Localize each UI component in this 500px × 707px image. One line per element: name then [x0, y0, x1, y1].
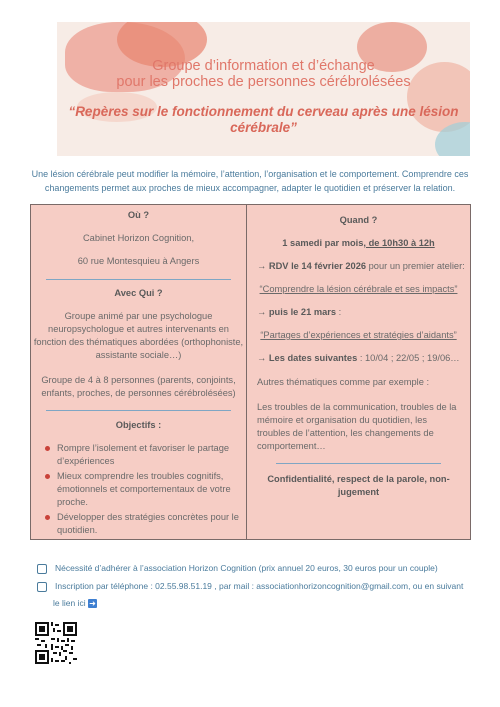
next-dates [247, 352, 470, 365]
who-line: fonction des thématiques abordées (orthophoniste, [33, 337, 244, 347]
frequency-time: de 10h30 à 12h [365, 238, 435, 248]
themes-list [247, 401, 470, 453]
then-text: : [336, 307, 342, 317]
title-line: pour les proches de personnes cérébrolésées [116, 74, 411, 90]
intro-text [30, 167, 470, 195]
objectives-heading: Objectifs : [115, 420, 162, 430]
confidentiality-line: jugement [337, 487, 380, 497]
subtitle-line: “Repères sur le fonctionnement du cerveau après une lésion [68, 104, 459, 119]
who-line: neuropsychologue et autres intervenants en [48, 324, 229, 334]
confidentiality-line: Confidentialité, respect de la parole, non- [267, 474, 450, 484]
checkbox-icon[interactable] [37, 582, 47, 592]
themes-line: mémoire et organisation du quotidien, les [257, 415, 428, 425]
who-line: assistante sociale…) [95, 350, 182, 360]
objective-item: Développer des stratégies concrètes pour le quotidien. [49, 511, 249, 537]
rdv-text: pour un premier atelier: [366, 261, 465, 271]
themes-line: Les troubles de la communication, troubles de la [257, 402, 457, 412]
where-line: Cabinet Horizon Cognition, [82, 233, 195, 243]
info-panel [30, 204, 471, 540]
arrow-right-icon[interactable]: ➜ [89, 599, 96, 609]
rdv-date: → RDV le 14 février 2026 [257, 261, 367, 271]
intro-line: Une lésion cérébrale peut modifier la mémoire, l’attention, l’organisation et le comportement. Comprendre ces [31, 169, 469, 179]
who-description [31, 310, 246, 362]
section-divider [276, 463, 441, 464]
frequency [247, 237, 470, 250]
confidentiality [247, 473, 470, 499]
page-subtitle [57, 104, 470, 136]
themes-line: troubles de l’attention, les changements de [257, 428, 434, 438]
objective-item: Mieux comprendre les troubles cognitifs, émotionnels et comportementaux de votre proche. [49, 470, 249, 509]
section-divider [46, 279, 231, 280]
next-dates-label: → Les dates suivantes [257, 353, 358, 363]
objective-item: Rompre l’isolement et favoriser le partage d’expériences [49, 442, 249, 468]
where-line: 60 rue Montesquieu à Angers [77, 256, 200, 266]
membership-text: Nécessité d’adhérer à l’association Horizon Cognition (prix annuel 20 euros, 30 euros pour un couple) [55, 563, 438, 573]
group-size [31, 374, 246, 400]
second-session [247, 306, 470, 319]
other-themes-label: Autres thématiques comme par exemple : [257, 377, 430, 387]
signup-link[interactable]: le lien ici [53, 598, 86, 608]
left-column [31, 205, 246, 539]
topic-1: “Comprendre la lésion cérébrale et ses impacts” [259, 284, 458, 294]
header-banner [57, 22, 470, 156]
checkbox-icon[interactable] [37, 564, 47, 574]
when-heading: Quand ? [339, 215, 378, 225]
where-heading: Où ? [127, 210, 150, 220]
frequency-bold: 1 samedi par mois, [282, 238, 366, 248]
who-heading: Avec Qui ? [114, 288, 163, 298]
then-date: → puis le 21 mars [257, 307, 337, 317]
page-title [57, 58, 470, 90]
intro-line: changements permet aux proches de mieux accompagner, adapter le quotidien et préserver la relation. [44, 183, 456, 193]
signup-note [37, 580, 463, 592]
signup-note-line2 [53, 597, 97, 609]
group-line: enfants, proches, de personnes cérébrolésées) [41, 388, 236, 398]
first-session [247, 260, 470, 273]
section-divider [46, 410, 231, 411]
right-column [247, 205, 470, 499]
title-line: Groupe d’information et d’échange [152, 58, 375, 74]
subtitle-line: cérébrale” [230, 120, 297, 135]
objectives-list [35, 442, 249, 537]
topic-2: “Partages d’expériences et stratégies d’aidants” [260, 330, 457, 340]
who-line: Groupe animé par une psychologue [64, 311, 213, 321]
group-line: Groupe de 4 à 8 personnes (parents, conjoints, [41, 375, 236, 385]
membership-note [37, 562, 438, 574]
themes-line: comportement… [257, 441, 326, 451]
signup-text: Inscription par téléphone : 02.55.98.51.19 , par mail : associationhorizoncognition@gmail.com, ou en suivant [55, 581, 464, 591]
next-dates-values: : 10/04 ; 22/05 ; 19/06… [357, 353, 460, 363]
qr-code[interactable] [35, 622, 77, 664]
